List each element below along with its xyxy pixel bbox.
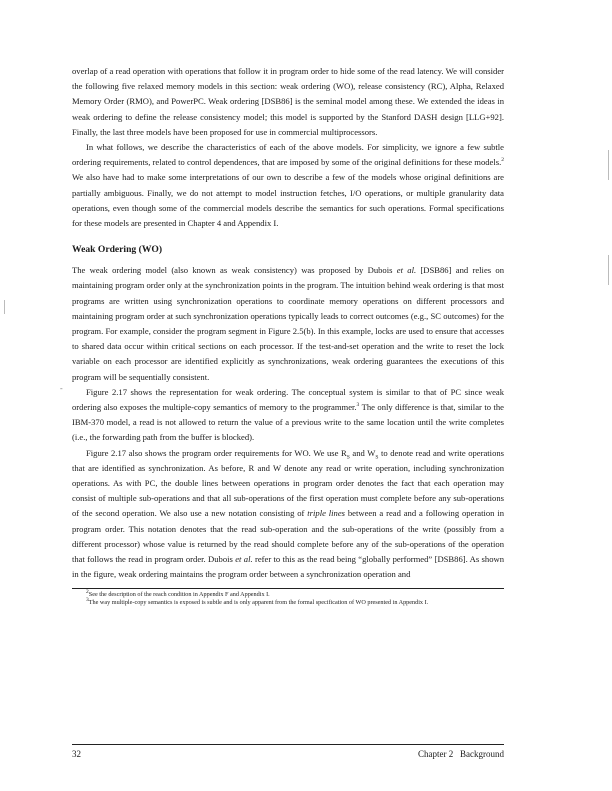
footnote-2-mark: 2 bbox=[86, 588, 89, 595]
margin-mark-right-2 bbox=[608, 255, 609, 285]
paragraph-wo-definition bbox=[72, 263, 504, 385]
wo-text-3c: to denote read and write operations that are identified as synchronization. As before, R and W denote any read or write operation, including synchronization operations. As with PC, the double lines between operations in program order denotes the fact that each operation may consist of multiple sub-operations and that all sub-operations of the first operation must complete before any sub-operations of the second operation. We also use a new notation consisting of bbox=[72, 447, 505, 519]
wo-text-2b: The only difference is that, similar to the IBM-370 model, a read is not allowed to return the value of a previous write to the same location until the write completes (i.e., the forwarding path from the buffer is blocked). bbox=[72, 402, 504, 443]
footnote-mark-3: 3 bbox=[356, 402, 360, 409]
paragraph-characteristics bbox=[72, 140, 504, 231]
paragraph-wo-representation bbox=[72, 385, 504, 446]
subscript-s-read: S bbox=[346, 454, 350, 461]
section-heading: Weak Ordering (WO) bbox=[72, 244, 163, 256]
footnote-mark-2: 2 bbox=[501, 157, 504, 164]
wo-text-3a: Figure 2.17 also shows the program order requirements for WO. We use R bbox=[86, 447, 347, 458]
et-al-2: et al. bbox=[235, 554, 253, 565]
footnote-2 bbox=[72, 588, 504, 599]
et-al-1: et al. bbox=[396, 265, 417, 276]
footnote-2-text: See the description of the reach condition in Appendix F and Appendix I. bbox=[88, 590, 270, 598]
footnote-3-text: The way multiple-copy semantics is exposed is subtle and is only apparent from the formal specification of WO presented in Appendix I. bbox=[88, 598, 429, 606]
page-body bbox=[72, 64, 504, 607]
margin-mark-left bbox=[4, 300, 5, 314]
wo-text-3e: refer to this as the read being “globally performed” [DSB86]. As shown in the figure, weak ordering maintains the program order between a synchronization operation and bbox=[72, 554, 504, 580]
paragraph-characteristics-text-a: In what follows, we describe the characteristics of each of the above models. For simplicity, we ignore a few subtle ordering requirements, related to control dependences, that are imposed by some of the original definitions for these models. bbox=[72, 142, 504, 168]
triple-lines-term: triple lines bbox=[307, 508, 346, 519]
paragraph-wo-program-order bbox=[72, 446, 504, 583]
page-number: 32 bbox=[72, 749, 81, 759]
wo-text-3d: between a read and a following operation in program order. This notation denotes that the read sub-operation and the sub-operations of the write (possibly from a different processor) whose value is returned by the read should complete before any of the sub-operations of the operation that follows the read in program order. Dubois bbox=[72, 508, 505, 565]
paragraph-intro: overlap of a read operation with operations that follow it in program order to hide some of the read latency. We will consider the following five relaxed memory models in this section: weak ordering (WO), release consistency (RC), Alpha, Relaxed Memory Order (RMO), and PowerPC. Weak ordering [DSB86] is the seminal model among these. We extended the ideas in weak ordering to define the release consistency model; this model is supported by the Stanford DASH design [LLG+92]. Finally, the last three models have been proposed for use in commercial multiprocessors. bbox=[72, 66, 504, 137]
margin-dash-mark: - bbox=[60, 384, 63, 393]
chapter-label: Chapter 2 Background bbox=[418, 749, 504, 759]
paragraph-characteristics-text-b: We also have had to make some interpretations of our own to describe a few of the models whose original definitions are partially ambiguous. Finally, we do not attempt to model instruction fetches, I/O operations, or multiple granularity data operations, even though some of the commercial models describe the semantics for such operations. Formal specifications for these models are presented in Chapter 4 and Appendix I. bbox=[72, 172, 504, 229]
footnotes bbox=[72, 588, 504, 607]
wo-text-1b: [DSB86] and relies on maintaining program order only at the synchronization points in the program. The intuition behind weak ordering is that most programs are written using synchronization operations to coordinate memory operations on different processors and maintaining program order at such synchronization operations typically leads to correct outcomes (e.g., SC outcomes) for the program. For example, consider the program segment in Figure 2.5(b). In this example, locks are used to ensure that accesses to shared data occur within critical sections on each processor. If the test-and-set operation and the write to reset the lock variable on each processor are identified explicitly as synchronizations, weak ordering guarantees the executions of this program will be sequentially consistent. bbox=[72, 265, 505, 382]
margin-mark-right bbox=[608, 150, 609, 180]
footnote-3-mark: 3 bbox=[86, 596, 89, 603]
subscript-s-write: S bbox=[375, 454, 379, 461]
wo-text-3b: and W bbox=[349, 447, 376, 458]
wo-text-1a: The weak ordering model (also known as weak consistency) was proposed by Dubois bbox=[72, 265, 397, 276]
footnote-3 bbox=[72, 596, 504, 607]
wo-text-2a: Figure 2.17 shows the representation for weak ordering. The conceptual system is similar to that of PC since weak ordering also exposes the multiple-copy semantics of memory to the programmer. bbox=[72, 386, 504, 413]
page-footer bbox=[72, 744, 504, 759]
